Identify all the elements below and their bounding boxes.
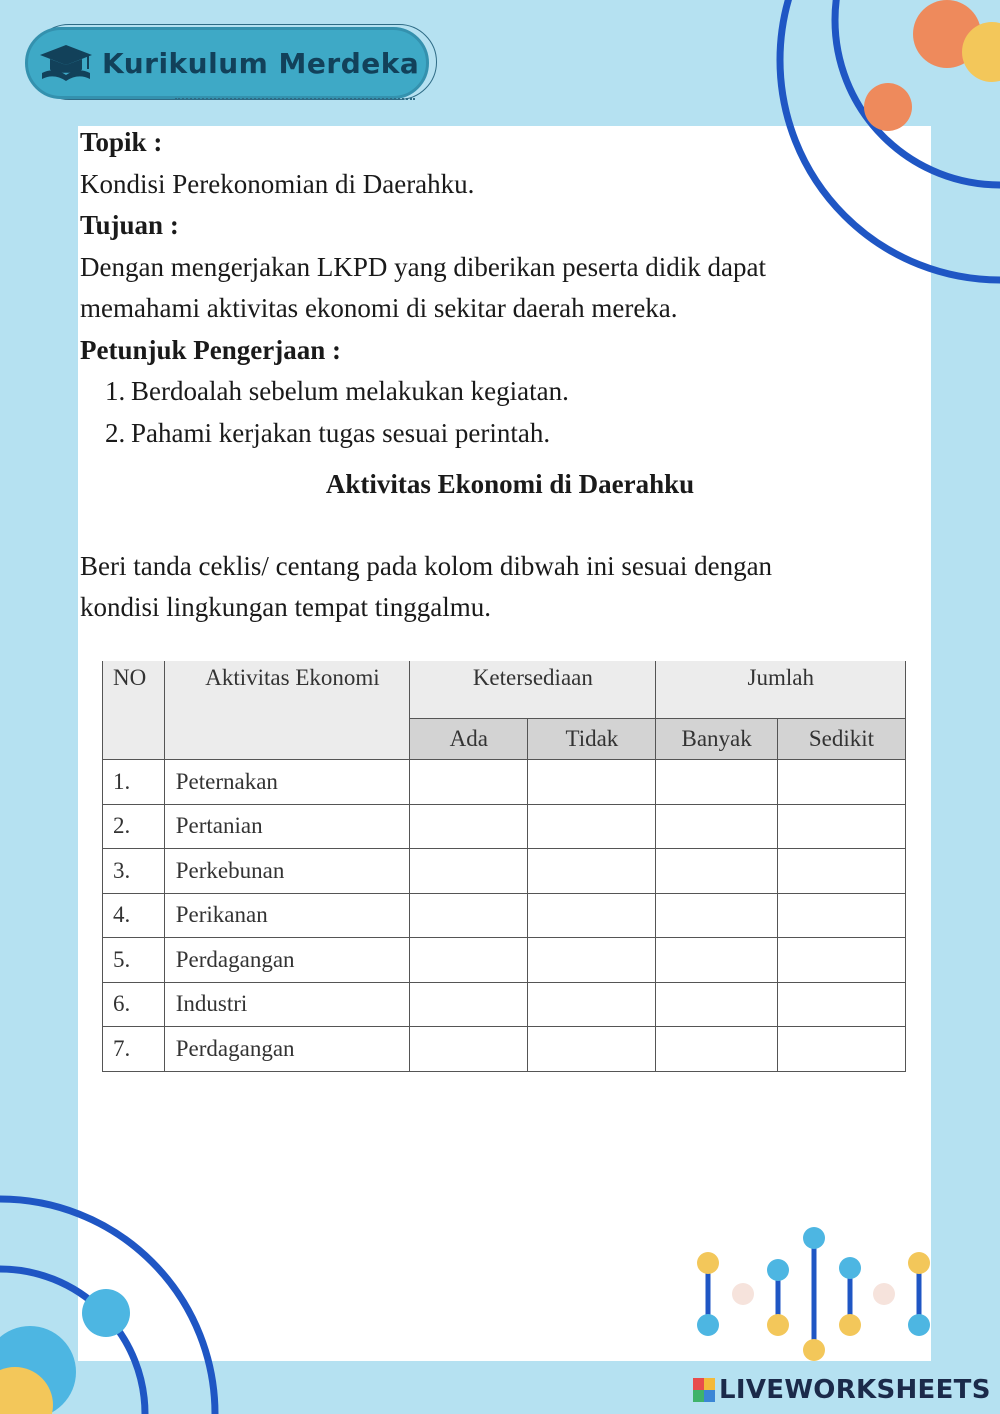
checkbox-cell-sedikit[interactable] [777,804,905,849]
checkbox-cell-ada[interactable] [410,893,528,938]
row-activity: Industri [164,982,409,1027]
checkbox-cell-banyak[interactable] [656,1027,777,1072]
checkbox-cell-ada[interactable] [410,982,528,1027]
checkbox-cell-sedikit[interactable] [777,1027,905,1072]
task-line-1: Beri tanda ceklis/ centang pada kolom dibwah ini sesuai dengan [80,550,773,581]
checkbox-cell-sedikit[interactable] [777,760,905,805]
row-number: 3. [103,849,165,894]
instruction-step: 1. Berdoalah sebelum melakukan kegiatan. [105,376,569,406]
instruction-list [80,371,920,454]
checkbox-cell-tidak[interactable] [528,982,656,1027]
table-row [103,1027,906,1072]
checkbox-cell-ada[interactable] [410,1027,528,1072]
row-activity: Peternakan [164,760,409,805]
header-no: NO [103,661,165,760]
header-amount: Jumlah [656,661,906,719]
header-banyak: Banyak [656,719,777,760]
liveworksheets-logo[interactable] [693,1372,991,1408]
worksheet-content [80,122,920,629]
row-activity: Perkebunan [164,849,409,894]
activity-table [102,661,906,1072]
header-activity: Aktivitas Ekonomi [164,661,409,760]
table-row [103,849,906,894]
checkbox-cell-tidak[interactable] [528,760,656,805]
row-activity: Perdagangan [164,938,409,983]
dot-sky [82,1289,130,1337]
badge-title: Kurikulum Merdeka [102,46,420,80]
checkbox-cell-sedikit[interactable] [777,982,905,1027]
row-number: 1. [103,760,165,805]
checkbox-cell-banyak[interactable] [656,760,777,805]
goal-line-2: memahami aktivitas ekonomi di sekitar daerah mereka. [80,293,678,323]
graduation-cap-icon [36,41,96,85]
checkbox-cell-banyak[interactable] [656,893,777,938]
checkbox-cell-banyak[interactable] [656,982,777,1027]
table-row [103,893,906,938]
badge-underline [175,98,415,100]
topic-label: Topik : [80,127,163,157]
checkbox-cell-tidak[interactable] [528,804,656,849]
row-activity: Perikanan [164,893,409,938]
badge-body [25,27,429,99]
row-activity: Pertanian [164,804,409,849]
goal-line-1: Dengan mengerjakan LKPD yang diberikan peserta didik dapat [80,251,767,282]
header-tidak: Tidak [528,719,656,760]
row-activity: Perdagangan [164,1027,409,1072]
table-row [103,804,906,849]
checkbox-cell-tidak[interactable] [528,938,656,983]
topic-value: Kondisi Perekonomian di Daerahku. [80,168,475,199]
row-number: 7. [103,1027,165,1072]
row-number: 2. [103,804,165,849]
liveworksheets-icon [693,1378,715,1402]
instructions-label: Petunjuk Pengerjaan : [80,334,341,365]
checkbox-cell-banyak[interactable] [656,804,777,849]
checkbox-cell-sedikit[interactable] [777,849,905,894]
table-row [103,760,906,805]
checkbox-cell-banyak[interactable] [656,938,777,983]
checkbox-cell-tidak[interactable] [528,1027,656,1072]
checkbox-cell-ada[interactable] [410,760,528,805]
checkbox-cell-sedikit[interactable] [777,938,905,983]
instruction-step: 2. Pahami kerjakan tugas sesuai perintah. [105,417,551,448]
task-line-2: kondisi lingkungan tempat tinggalmu. [80,592,491,622]
goal-label: Tujuan : [80,210,179,240]
checkbox-cell-tidak[interactable] [528,893,656,938]
row-number: 5. [103,938,165,983]
checkbox-cell-sedikit[interactable] [777,893,905,938]
header-ada: Ada [410,719,528,760]
table-row [103,982,906,1027]
brand-name: LIVEWORKSHEETS [719,1375,991,1405]
curriculum-badge [25,22,441,106]
row-number: 6. [103,982,165,1027]
molecule-pattern [697,1227,930,1361]
table-row [103,938,906,983]
checkbox-cell-banyak[interactable] [656,849,777,894]
checkbox-cell-ada[interactable] [410,849,528,894]
header-availability: Ketersediaan [410,661,656,719]
checkbox-cell-ada[interactable] [410,804,528,849]
checkbox-cell-tidak[interactable] [528,849,656,894]
row-number: 4. [103,893,165,938]
checkbox-cell-ada[interactable] [410,938,528,983]
section-title: Aktivitas Ekonomi di Daerahku [325,469,695,499]
header-sedikit: Sedikit [777,719,905,760]
